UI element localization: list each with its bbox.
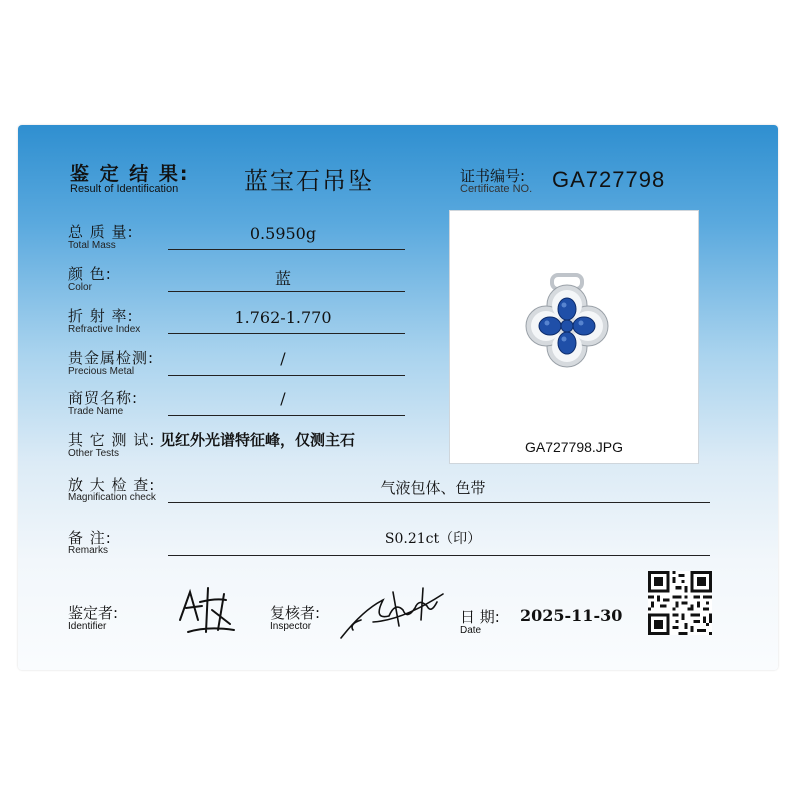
cert-label-en: Certificate NO. [460,183,533,195]
field-underline [168,415,405,416]
date-label-en: Date [460,625,482,636]
field-label-en: Precious Metal [68,366,135,377]
field-label: 贵金属检测: [68,349,155,367]
field-value: 0.5950g [249,224,317,243]
field-value: 1.762-1.770 [234,308,332,327]
field-value: S0.21ct（印） [384,531,482,547]
field-label: 总 质 量: [68,223,134,241]
field-label-en: Refractive Index [68,324,141,335]
field-value: 蓝 [274,269,291,288]
date-value: 2025-11-30 [520,606,623,625]
result-value: 蓝宝石吊坠 [244,167,374,195]
identifier-label: 鉴定者: [68,604,119,622]
field-value: / [280,349,286,368]
field-label-en: Magnification check [68,492,156,503]
field-label: 放 大 检 查: [68,476,156,494]
field-label: 折 射 率: [68,307,134,325]
field-label-en: Trade Name [68,406,124,417]
field-label: 颜 色: [68,265,112,283]
signature-identifier [168,580,248,640]
date-label: 日 期: [460,608,500,626]
inspector-label-en: Inspector [270,621,312,632]
cert-label: 证书编号: [460,167,526,185]
field-underline [168,249,405,250]
field-label: 备 注: [68,529,112,547]
field-label-en: Color [68,282,92,293]
field-underline [168,555,710,556]
field-value: 气液包体、色带 [380,479,486,497]
field-underline [168,375,405,376]
field-label-en: Remarks [68,545,109,556]
result-label: 鉴 定 结 果: [70,163,190,185]
signature-inspector [333,580,453,645]
field-value: / [280,389,286,408]
qr-code-icon [648,571,712,635]
identifier-label-en: Identifier [68,621,107,632]
field-label: 商贸名称: [68,389,139,407]
field-label-en: Other Tests [68,448,119,459]
field-underline [168,333,405,334]
result-label-en: Result of Identification [70,183,179,195]
cert-number: GA727798 [552,167,666,192]
field-underline [168,502,710,503]
product-photo [449,210,699,464]
pendant-image [522,273,612,373]
field-label: 其 它 测 试: [68,431,156,449]
field-label-en: Total Mass [68,240,116,251]
field-value: 见红外光谱特征峰，仅测主石 [160,431,356,449]
field-underline [168,291,405,292]
inspector-label: 复核者: [270,604,321,622]
photo-caption: GA727798.JPG [524,439,624,455]
